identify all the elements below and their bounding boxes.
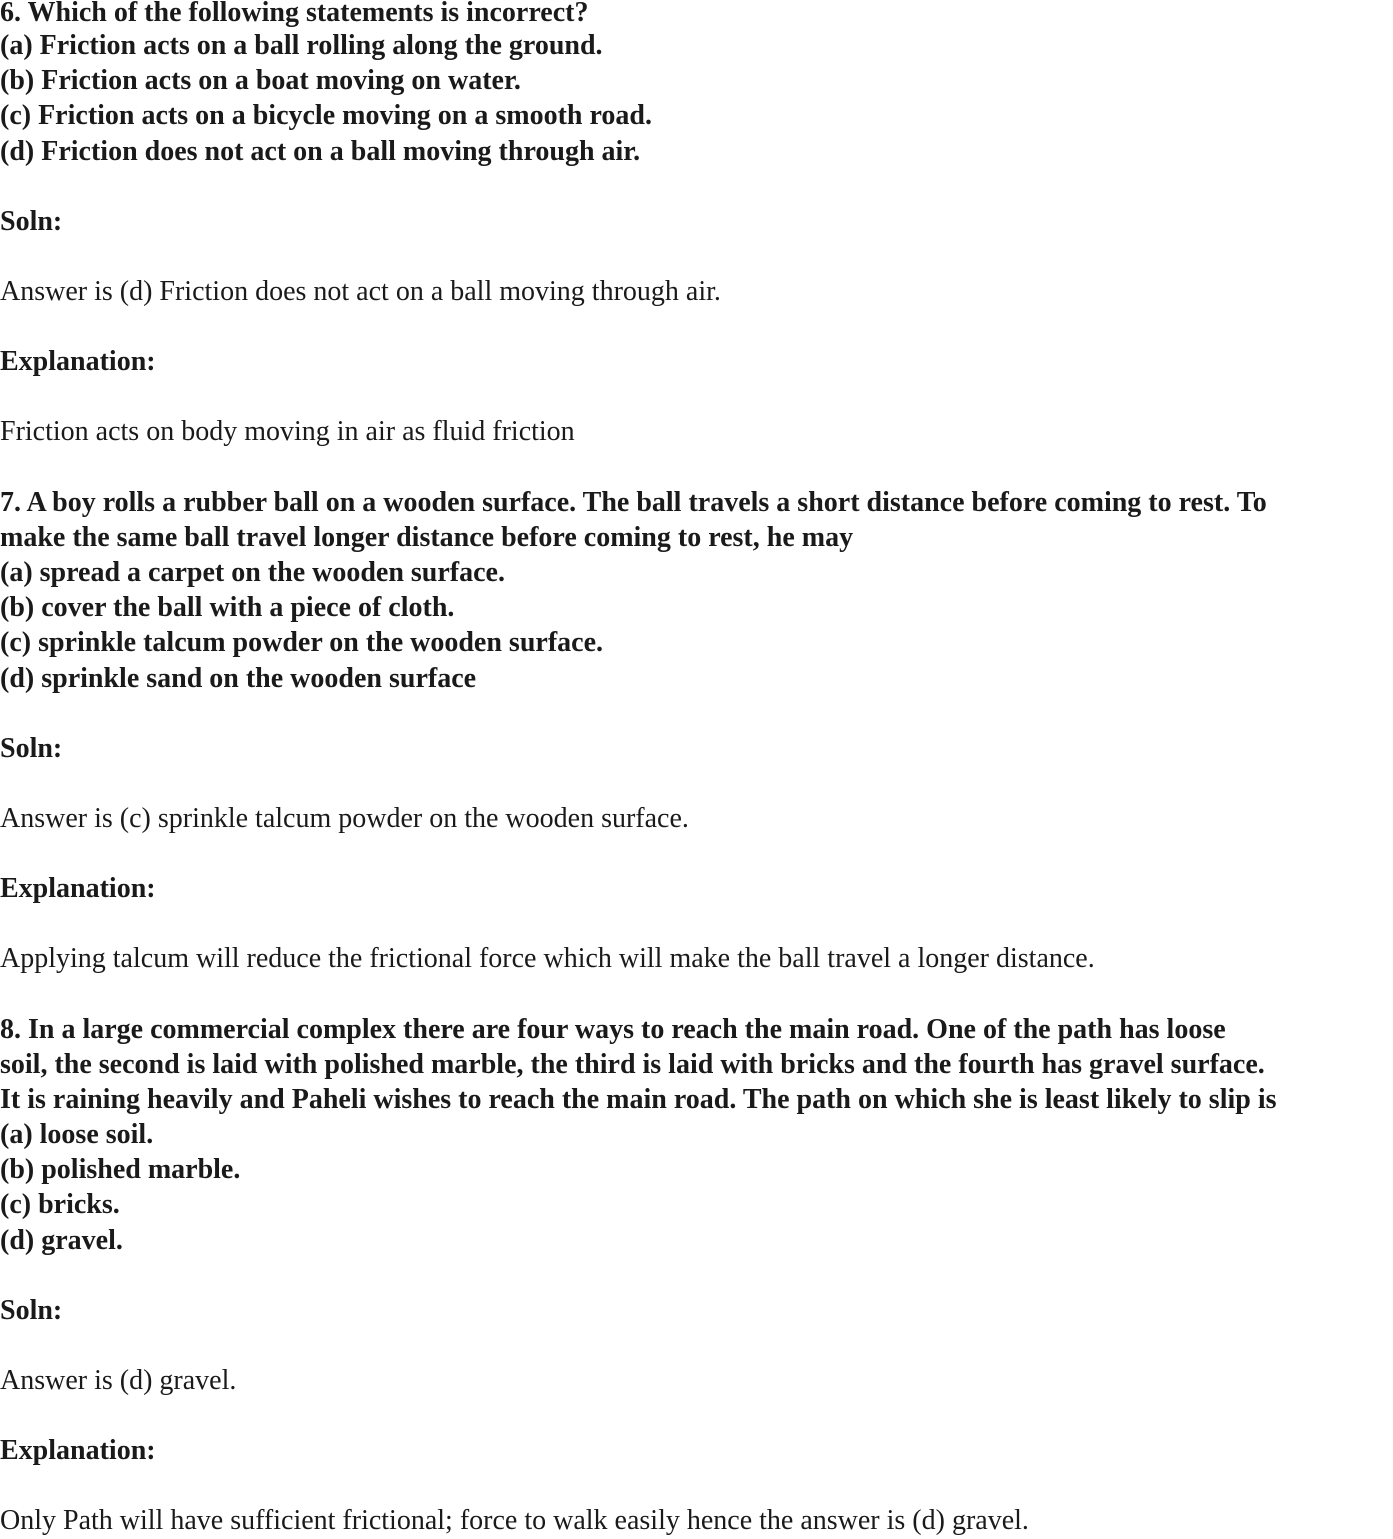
- question-6-option-b: (b) Friction acts on a boat moving on water.: [0, 65, 521, 96]
- question-6-answer: Answer is (d) Friction does not act on a ball moving through air.: [0, 276, 721, 307]
- question-7-text-line-1: 7. A boy rolls a rubber ball on a wooden surface. The ball travels a short distance before coming to rest. To: [0, 487, 1267, 518]
- question-8-option-c: (c) bricks.: [0, 1189, 120, 1220]
- question-8-soln-label: Soln:: [0, 1295, 63, 1326]
- question-8-explanation-label: Explanation:: [0, 1435, 156, 1466]
- question-8-option-b: (b) polished marble.: [0, 1154, 241, 1185]
- question-7-option-c: (c) sprinkle talcum powder on the wooden surface.: [0, 627, 604, 658]
- question-6-text: 6. Which of the following statements is incorrect?: [0, 0, 589, 28]
- question-7-option-d: (d) sprinkle sand on the wooden surface: [0, 663, 477, 694]
- question-8-answer: Answer is (d) gravel.: [0, 1365, 237, 1396]
- question-6-explanation-label: Explanation:: [0, 346, 156, 377]
- question-7-option-b: (b) cover the ball with a piece of cloth.: [0, 592, 455, 623]
- question-6-soln-label: Soln:: [0, 206, 63, 237]
- question-8-option-d: (d) gravel.: [0, 1225, 123, 1256]
- question-8-explanation: Only Path will have sufficient frictional; force to walk easily hence the answer is (d) gravel.: [0, 1505, 1029, 1536]
- question-7-answer: Answer is (c) sprinkle talcum powder on the wooden surface.: [0, 803, 689, 834]
- question-6-option-d: (d) Friction does not act on a ball moving through air.: [0, 136, 641, 167]
- question-8-option-a: (a) loose soil.: [0, 1119, 154, 1150]
- question-7-explanation: Applying talcum will reduce the frictional force which will make the ball travel a longer distance.: [0, 943, 1095, 974]
- question-7-explanation-label: Explanation:: [0, 873, 156, 904]
- question-6-option-c: (c) Friction acts on a bicycle moving on a smooth road.: [0, 100, 652, 131]
- question-8-text-line-1: 8. In a large commercial complex there are four ways to reach the main road. One of the path has loose: [0, 1014, 1226, 1045]
- question-7-option-a: (a) spread a carpet on the wooden surface.: [0, 557, 505, 588]
- question-7-soln-label: Soln:: [0, 733, 63, 764]
- question-6-option-a: (a) Friction acts on a ball rolling along the ground.: [0, 30, 603, 61]
- question-8-text-line-3: It is raining heavily and Paheli wishes to reach the main road. The path on which she is least likely to slip is: [0, 1084, 1277, 1115]
- question-7-text-line-2: make the same ball travel longer distance before coming to rest, he may: [0, 522, 854, 553]
- question-8-text-line-2: soil, the second is laid with polished marble, the third is laid with bricks and the fourth has gravel surface.: [0, 1049, 1265, 1080]
- question-6-explanation: Friction acts on body moving in air as fluid friction: [0, 416, 575, 447]
